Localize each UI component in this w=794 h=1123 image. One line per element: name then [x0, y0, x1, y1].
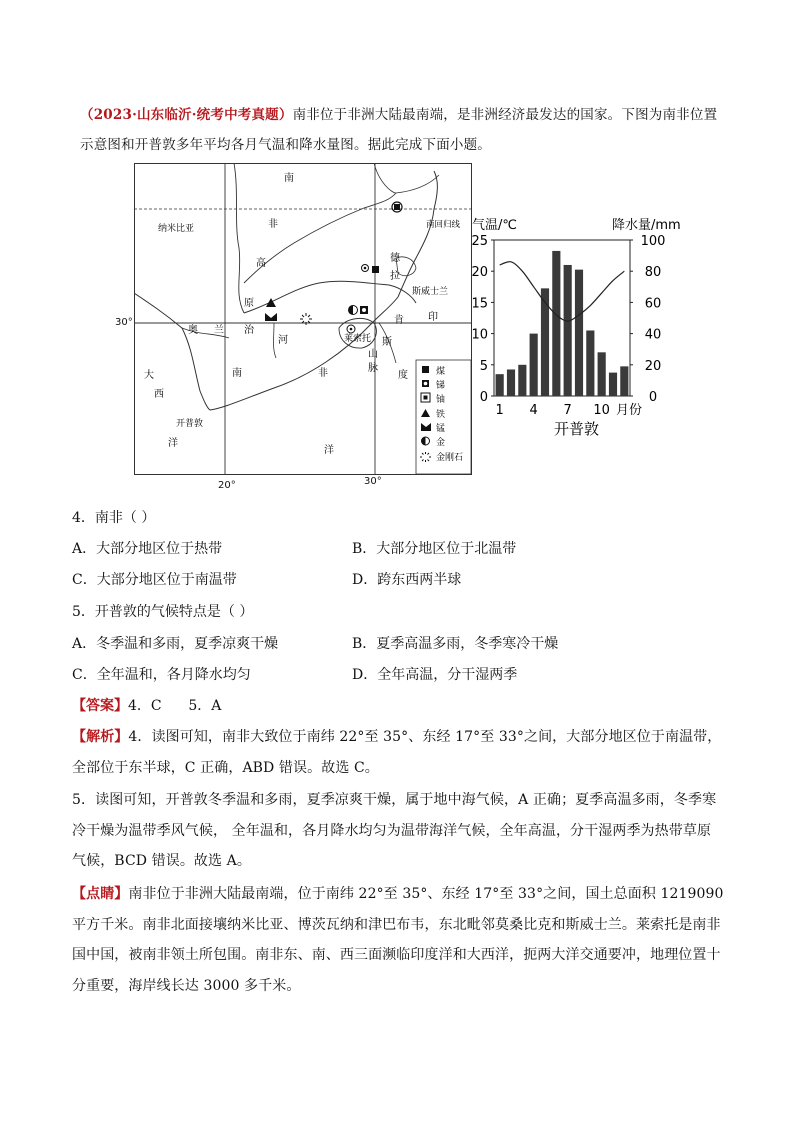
- chart-location-label: 开普敦: [554, 420, 600, 438]
- map-label-lan: 兰: [214, 325, 224, 336]
- map-legend: [416, 360, 471, 474]
- map-label-namibia: 纳米比亚: [158, 224, 195, 234]
- q5-option-a: A．冬季温和多雨，夏季凉爽干燥: [72, 636, 279, 652]
- map-label-tropic: 南回归线: [426, 220, 461, 230]
- map-label-fei-bottom: 非: [318, 368, 328, 379]
- temp-tick-label: 15: [471, 296, 488, 312]
- map-label-gao: 高: [256, 258, 266, 269]
- precip-bar: [518, 365, 526, 396]
- map-label-ken: 肯: [394, 315, 404, 326]
- precip-bar: [530, 334, 538, 396]
- precip-tick-label: 0: [648, 390, 658, 405]
- precip-tick-label: 80: [644, 265, 662, 281]
- precip-bar: [552, 251, 560, 396]
- precip-bar: [564, 265, 572, 396]
- precip-bar: [541, 288, 549, 396]
- precip-bar: [496, 374, 504, 396]
- map-label-yin: 印: [428, 312, 438, 323]
- x-tick-label: 4: [529, 403, 538, 418]
- legend-gold: 金: [436, 438, 446, 448]
- map-label-he: 河: [278, 335, 288, 346]
- cape-town-climate-chart: [468, 212, 694, 440]
- map-label-shan: 山: [368, 349, 378, 360]
- map-label-de: 德: [390, 253, 400, 264]
- q4-option-d: D．跨东西两半球: [352, 572, 462, 588]
- x-tick-label: 7: [563, 403, 572, 418]
- map-label-ao: 奥: [188, 325, 198, 336]
- x-tick-label: 1: [495, 403, 504, 418]
- map-label-nan-bottom: 南: [232, 368, 242, 379]
- precip-bar: [507, 369, 515, 396]
- question-5-stem: 5．开普敦的气候特点是（ ）: [72, 604, 254, 620]
- comment-paragraph: [72, 879, 724, 1001]
- map-label-yang-bottom: 洋: [324, 445, 334, 456]
- temp-tick-label: 20: [471, 265, 488, 281]
- answer-text: 4．C 5．A: [128, 698, 222, 714]
- analysis-p2: 5．读图可知，开普敦冬季温和多雨，夏季凉爽干燥，属于地中海气候，A 正确；夏季高温多雨，冬季寒冷干燥为温带季风气候， 全年温和，各月降水均匀为温带海洋气候，全年高温，分干湿两季为热带草原气候，BCD 错误。故选 A。: [72, 792, 717, 869]
- map-label-lesotho: 莱索托: [344, 334, 372, 344]
- answer-tag: 【答案】: [72, 698, 128, 714]
- temp-tick-label: 0: [479, 390, 488, 405]
- precip-bar: [609, 373, 617, 396]
- temp-tick-label: 10: [471, 327, 488, 343]
- map-label-fei: 非: [268, 219, 278, 230]
- source-tag: （2023·山东临沂·统考中考真题）: [80, 107, 293, 123]
- map-label-cape-town: 开普敦: [176, 419, 204, 429]
- precip-bar: [575, 270, 583, 396]
- map-label-si: 斯: [382, 337, 392, 348]
- temp-tick-label: 5: [479, 358, 488, 374]
- map-label-yang-left: 洋: [168, 438, 178, 449]
- intro-paragraph: [80, 100, 730, 160]
- q5-option-c: C．全年温和，各月降水均匀: [72, 667, 251, 683]
- precip-bar: [586, 330, 594, 396]
- x-axis-label: 月份: [616, 403, 643, 418]
- q4-option-b: B．大部分地区位于北温带: [352, 541, 517, 557]
- legend-uranium: 铀: [436, 395, 446, 405]
- precip-tick-label: 60: [644, 296, 662, 312]
- legend-iron: 铁: [436, 410, 446, 420]
- south-africa-map: [134, 163, 472, 475]
- precip-axis-label: 降水量/mm: [612, 218, 681, 233]
- x-tick-label: 10: [593, 403, 610, 418]
- q5-option-d: D．全年高温，分干湿两季: [352, 667, 518, 683]
- q4-option-c: C．大部分地区位于南温带: [72, 572, 237, 588]
- comment-tag: 【点睛】: [72, 886, 129, 902]
- precip-tick-label: 40: [644, 327, 662, 343]
- precip-tick-label: 100: [640, 234, 666, 249]
- temperature-line: [500, 262, 625, 321]
- temp-tick-label: 25: [471, 234, 488, 249]
- answer-line: [72, 695, 221, 715]
- map-label-la: 拉: [390, 271, 400, 282]
- legend-diamond: 金刚石: [436, 453, 464, 463]
- legend-coal: 煤: [436, 367, 446, 377]
- lon-30-label: 30°: [364, 476, 382, 487]
- q4-option-a: A．大部分地区位于热带: [72, 541, 223, 557]
- precip-bar: [620, 366, 628, 396]
- map-label-du: 度: [398, 370, 408, 381]
- analysis-p1-text: 4．读图可知，南非大致位于南纬 22°至 35°、东经 17°至 33°之间，大部分地区位于南温带，全部位于东半球，C 正确，ABD 错误。故选 C。: [72, 729, 722, 776]
- map-label-xi: 西: [154, 389, 164, 400]
- comment-text: 南非位于非洲大陆最南端，位于南纬 22°至 35°、东经 17°至 33°之间，国土总面积 1219090 平方千米。南非北面接壤纳米比亚、博茨瓦纳和津巴布韦，东北毗邻莫桑比克和斯威士兰。莱索托是南非国中国，被南非领土所包围。南非东、南、西三面濒临印度洋和大西洋，扼两大洋交通要冲，地理位置十分重要，海岸线长达 3000 多千米。: [72, 886, 724, 994]
- temp-axis-label: 气温/℃: [472, 218, 517, 233]
- map-label-mai: 脉: [368, 363, 378, 374]
- lat-30-label: 30°: [115, 317, 133, 328]
- map-label-nan-top: 南: [284, 173, 294, 184]
- legend-antimony: 锑: [436, 381, 446, 391]
- precip-bar: [598, 352, 606, 396]
- map-label-swaziland: 斯威士兰: [412, 287, 449, 297]
- precip-tick-label: 20: [644, 358, 662, 374]
- lon-20-label: 20°: [218, 480, 236, 491]
- analysis-p1: [72, 722, 724, 783]
- map-label-da: 大: [144, 370, 154, 381]
- map-label-yuan: 原: [244, 298, 254, 309]
- intro-text: 南非位于非洲大陆最南端，是非洲经济最发达的国家。下图为南非位置示意图和开普敦多年平均各月气温和降水量图。据此完成下面小题。: [80, 107, 718, 153]
- legend-manganese: 锰: [436, 424, 446, 434]
- question-4-stem: 4．南非（ ）: [72, 510, 156, 526]
- q5-option-b: B．夏季高温多雨，冬季寒冷干燥: [352, 636, 559, 652]
- analysis-tag: 【解析】: [72, 729, 129, 745]
- map-label-zhi: 治: [244, 325, 254, 336]
